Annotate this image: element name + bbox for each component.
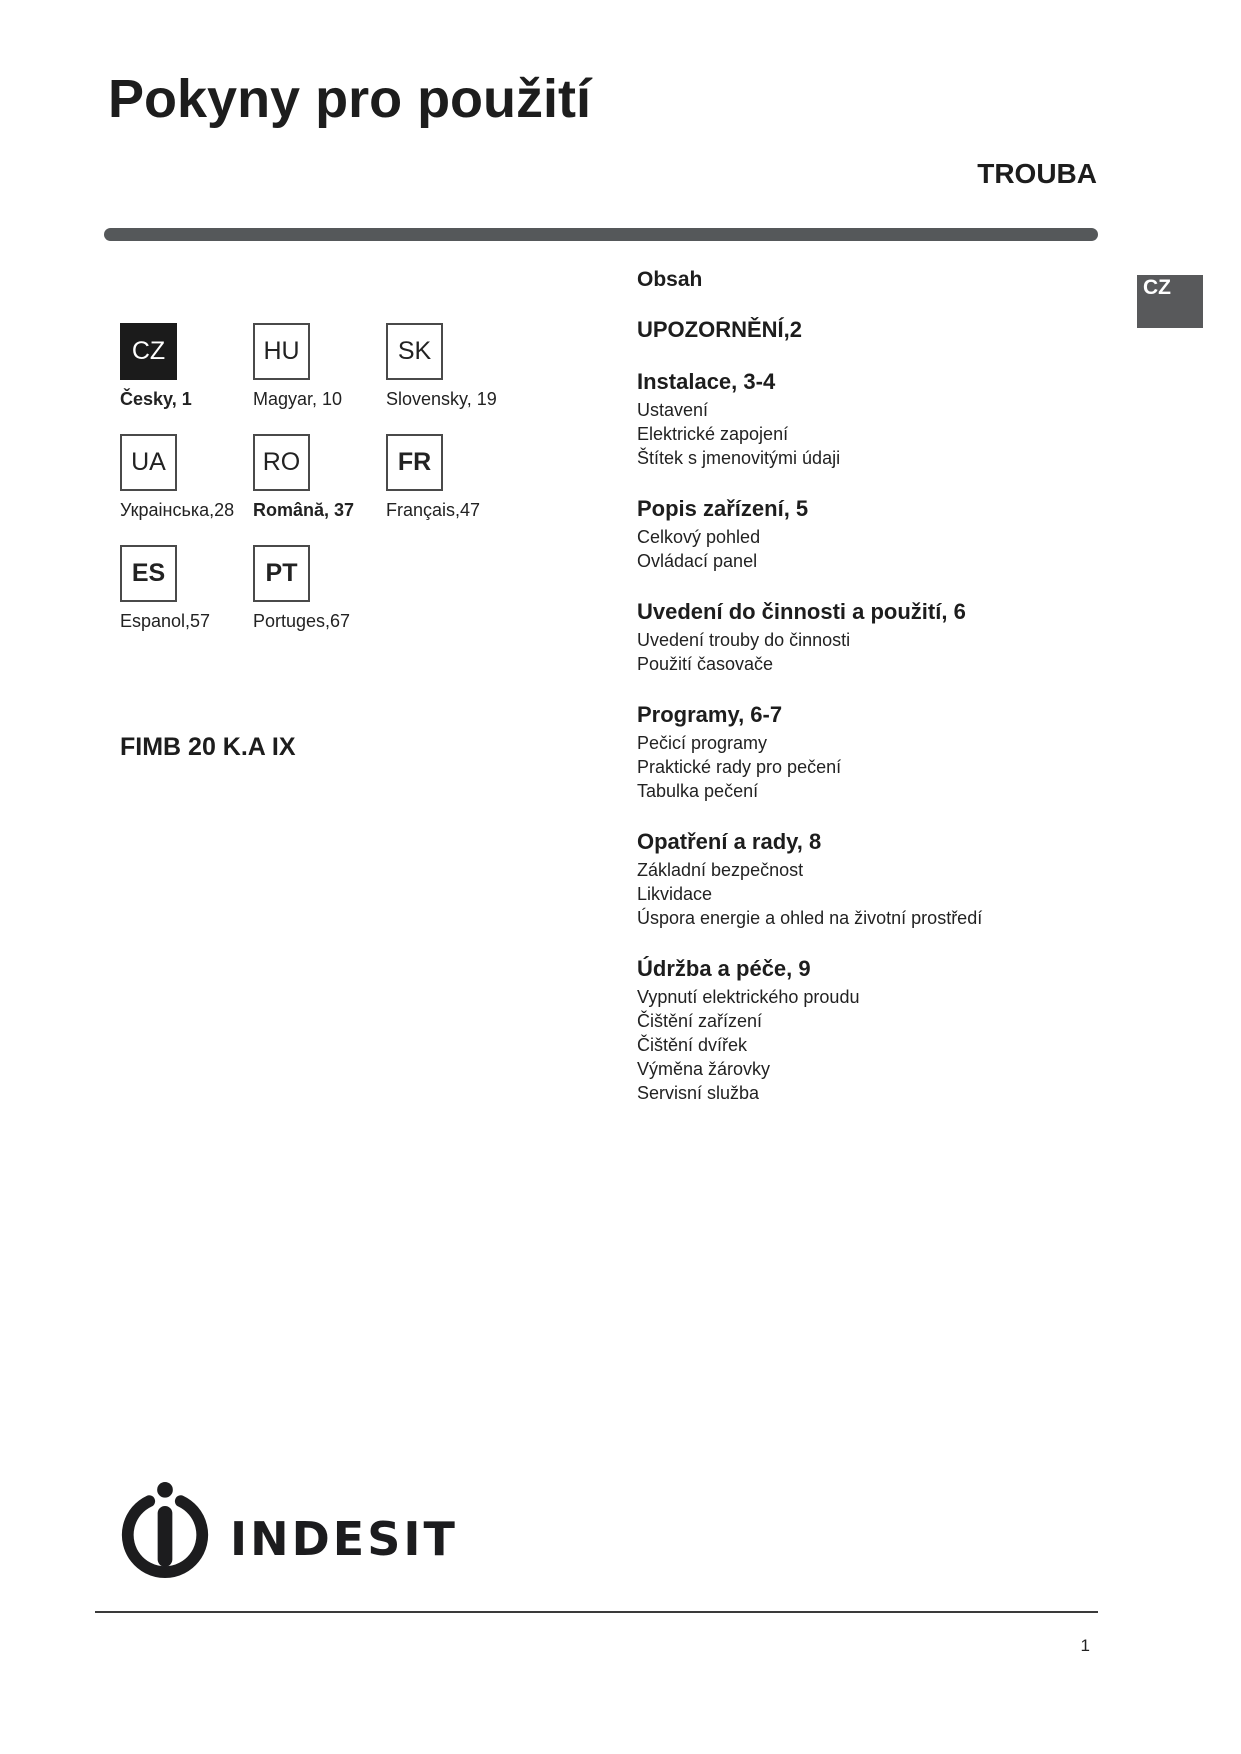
language-label-ua: Украінська,28: [120, 500, 235, 520]
language-corner-tab: CZ: [1137, 275, 1203, 328]
toc-item: Použití časovače: [637, 654, 774, 674]
header-divider-bar: [104, 228, 1098, 241]
model-number: FIMB 20 K.A IX: [120, 733, 296, 761]
indesit-i-icon: [116, 1478, 214, 1582]
toc-item: Úspora energie a ohled na životní prostředí: [637, 908, 983, 928]
page-title: Pokyny pro použití: [108, 69, 592, 129]
toc-item: Servisní služba: [637, 1083, 760, 1103]
toc-item: Pečicí programy: [637, 733, 768, 753]
toc-item: Likvidace: [637, 884, 713, 904]
toc-heading: UPOZORNĚNÍ,2: [637, 317, 803, 342]
language-box-fr: FR: [386, 434, 443, 491]
toc-section-programs: [637, 702, 1117, 803]
language-box-ro: RO: [253, 434, 310, 491]
language-box-ua: UA: [120, 434, 177, 491]
language-label-es: Espanol,57: [120, 611, 211, 631]
language-label-pt: Portuges,67: [253, 611, 351, 631]
table-of-contents: [637, 268, 1117, 1131]
language-entry-fr: [386, 434, 519, 545]
toc-item: Celkový pohled: [637, 527, 761, 547]
language-box-sk: SK: [386, 323, 443, 380]
toc-section-startup: [637, 599, 1117, 676]
toc-item: Ovládací panel: [637, 551, 758, 571]
toc-section-description: [637, 496, 1117, 573]
toc-item: Tabulka pečení: [637, 781, 759, 801]
language-entry-hu: [253, 323, 386, 434]
toc-item: Čištění dvířek: [637, 1035, 748, 1055]
toc-heading: Programy, 6-7: [637, 702, 783, 727]
language-box-pt: PT: [253, 545, 310, 602]
language-grid: [120, 323, 540, 656]
page-number: 1: [1080, 1636, 1090, 1655]
language-label-ro: Română, 37: [253, 500, 355, 520]
toc-item: Štítek s jmenovitými údaji: [637, 448, 841, 468]
toc-item: Uvedení trouby do činnosti: [637, 630, 851, 650]
language-entry-pt: [253, 545, 386, 656]
toc-heading: Uvedení do činnosti a použití, 6: [637, 599, 966, 624]
toc-item: Výměna žárovky: [637, 1059, 771, 1079]
language-entry-cz: [120, 323, 253, 434]
appliance-type-label: TROUBA: [977, 158, 1097, 189]
brand-logo: [116, 1478, 458, 1582]
toc-section-precautions: [637, 829, 1117, 930]
footer-divider: [95, 1611, 1098, 1613]
toc-heading: Popis zařízení, 5: [637, 496, 809, 521]
toc-item: Elektrické zapojení: [637, 424, 789, 444]
toc-item: Praktické rady pro pečení: [637, 757, 842, 777]
toc-item: Čištění zařízení: [637, 1011, 763, 1031]
toc-heading: Instalace, 3-4: [637, 369, 776, 394]
language-entry-es: [120, 545, 253, 656]
toc-section-maintenance: [637, 956, 1117, 1105]
brand-wordmark: INDESIT: [230, 1512, 458, 1566]
toc-section-warning: [637, 317, 1117, 343]
toc-title: Obsah: [637, 268, 703, 291]
toc-item: Základní bezpečnost: [637, 860, 804, 880]
language-label-cz: Česky, 1: [120, 389, 192, 409]
language-label-sk: Slovensky, 19: [386, 389, 497, 409]
toc-item: Ustavení: [637, 400, 709, 420]
language-box-cz: CZ: [120, 323, 177, 380]
language-box-hu: HU: [253, 323, 310, 380]
toc-section-installation: [637, 369, 1117, 470]
language-box-es: ES: [120, 545, 177, 602]
toc-item: Vypnutí elektrického proudu: [637, 987, 860, 1007]
toc-heading: Opatření a rady, 8: [637, 829, 822, 854]
language-entry-ua: [120, 434, 253, 545]
language-entry-ro: [253, 434, 386, 545]
language-label-hu: Magyar, 10: [253, 389, 343, 409]
language-entry-sk: [386, 323, 519, 434]
toc-heading: Údržba a péče, 9: [637, 956, 811, 981]
language-label-fr: Français,47: [386, 500, 481, 520]
